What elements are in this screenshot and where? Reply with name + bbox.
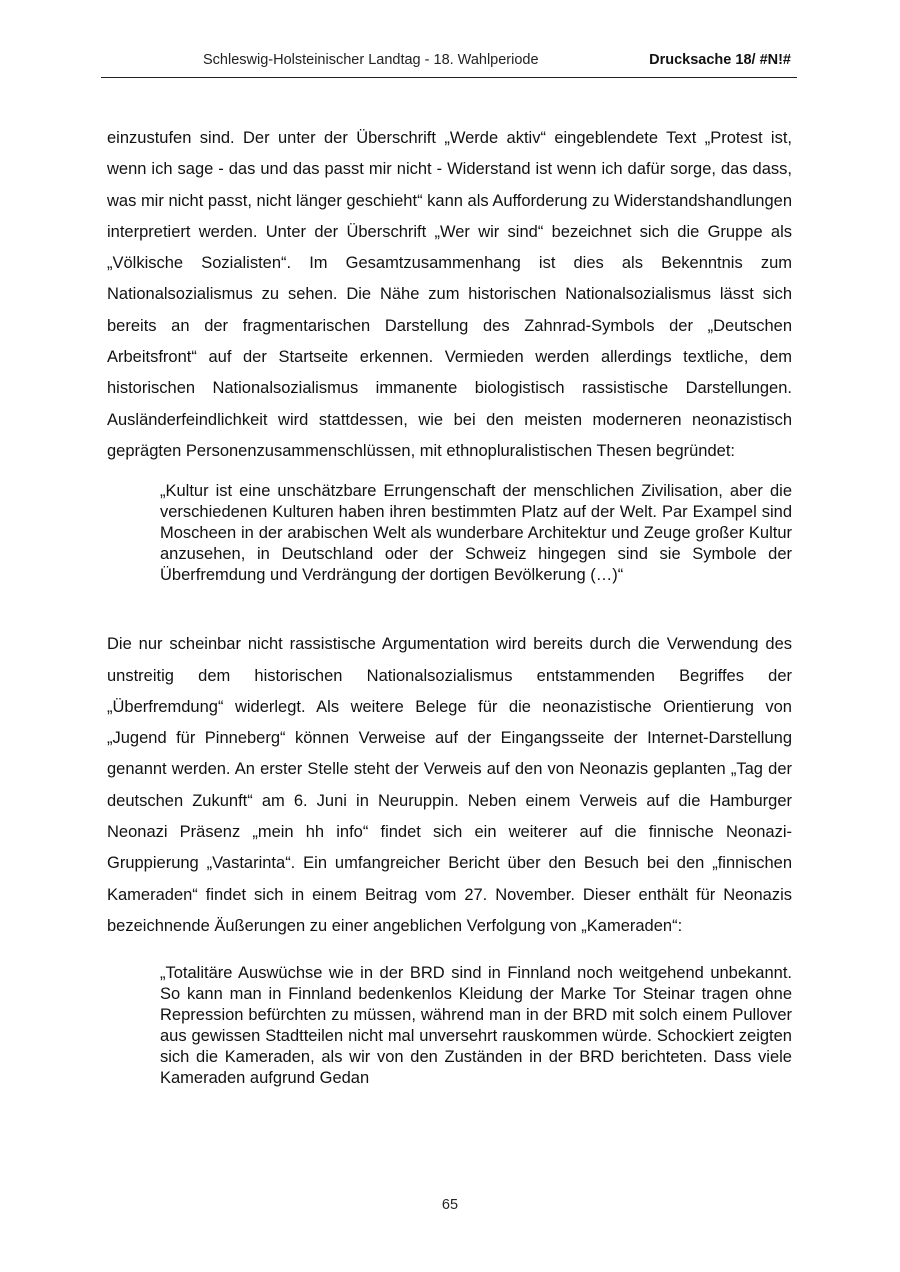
block-quote: „Totalitäre Auswüchse wie in der BRD sind in Finnland noch weitgehend unbekannt. So kann man in Finnland bedenkenlos Kleidung der Marke Tor Steinar tragen ohne Repression befürchten zu müssen, während man in der BRD mit solch einem Pullover aus gewissen Stadtteilen nicht mal unversehrt rauskommen würde. Schockiert zeigten sich die Kameraden, als wir von den Zuständen in der BRD berichteten. Dass viele Kameraden aufgrund Gedan — [160, 964, 792, 1088]
body-paragraph: einzustufen sind. Der unter der Überschrift „Werde aktiv“ eingeblendete Text „Protest ist, wenn ich sage - das und das passt mir nicht - Widerstand ist wenn ich dafür sorge, das dass, was mir nicht passt, nicht länger geschieht“ kann als Aufforderung zu Widerstandshandlungen interpretiert werden. Unter der Überschrift „Wer wir sind“ bezeichnet sich die Gruppe als „Völkische Sozialisten“. Im Gesamtzusammenhang ist dies als Bekenntnis zum Nationalsozialismus zu sehen. Die Nähe zum historischen Nationalsozialismus lässt sich bereits an der fragmentarischen Darstellung des Zahnrad-Symbols der „Deutschen Arbeitsfront“ auf der Startseite erkennen. Vermieden werden allerdings textliche, dem historischen Nationalsozialismus immanente biologistisch rassistische Darstellungen. Ausländerfeindlichkeit wird stattdessen, wie bei den meisten moderneren neonazistisch geprägten Personenzusammenschlüssen, mit ethnopluralistischen Thesen begründet: — [107, 129, 792, 460]
spacer — [107, 942, 792, 963]
header-title: Schleswig-Holsteinischer Landtag - 18. Wahlperiode — [203, 52, 539, 68]
body-paragraph: Die nur scheinbar nicht rassistische Argumentation wird bereits durch die Verwendung des unstreitig dem historischen Nationalsozialismus entstammenden Begriffes der „Überfremdung“ widerlegt. Als weitere Belege für die neonazistische Orientierung von „Jugend für Pinneberg“ können Verweise auf der Eingangsseite der Internet-Darstellung genannt werden. An erster Stelle steht der Verweis auf den von Neonazis geplanten „Tag der deutschen Zukunft“ am 6. Juni in Neuruppin. Neben einem Verweis auf die Hamburger Neonazi Präsenz „mein hh info“ findet sich ein weiterer auf die finnische Neonazi-Gruppierung „Vastarinta“. Ein umfangreicher Bericht über den Besuch bei den „finnischen Kameraden“ findet sich in einem Beitrag vom 27. November. Dieser enthält für Neonazis bezeichnende Äußerungen zu einer angeblichen Verfolgung von „Kameraden“: — [107, 635, 792, 935]
page-number: 65 — [441, 1197, 459, 1213]
main-content — [107, 123, 792, 1089]
page-header — [101, 50, 797, 78]
spacer — [107, 586, 792, 629]
spacer — [107, 467, 792, 481]
block-quote: „Kultur ist eine unschätzbare Errungenschaft der menschlichen Zivilisation, aber die verschiedenen Kulturen haben ihren bestimmten Platz auf der Welt. Par Exampel sind Moscheen in der arabischen Welt als wunderbare Architektur und Zeuge großer Kultur anzusehen, in Deutschland oder der Schweiz hingegen sind sie Symbole der Überfremdung und Verdrängung der dortigen Bevölkerung (…)“ — [160, 482, 792, 585]
document-number: Drucksache 18/ #N!# — [649, 52, 791, 68]
